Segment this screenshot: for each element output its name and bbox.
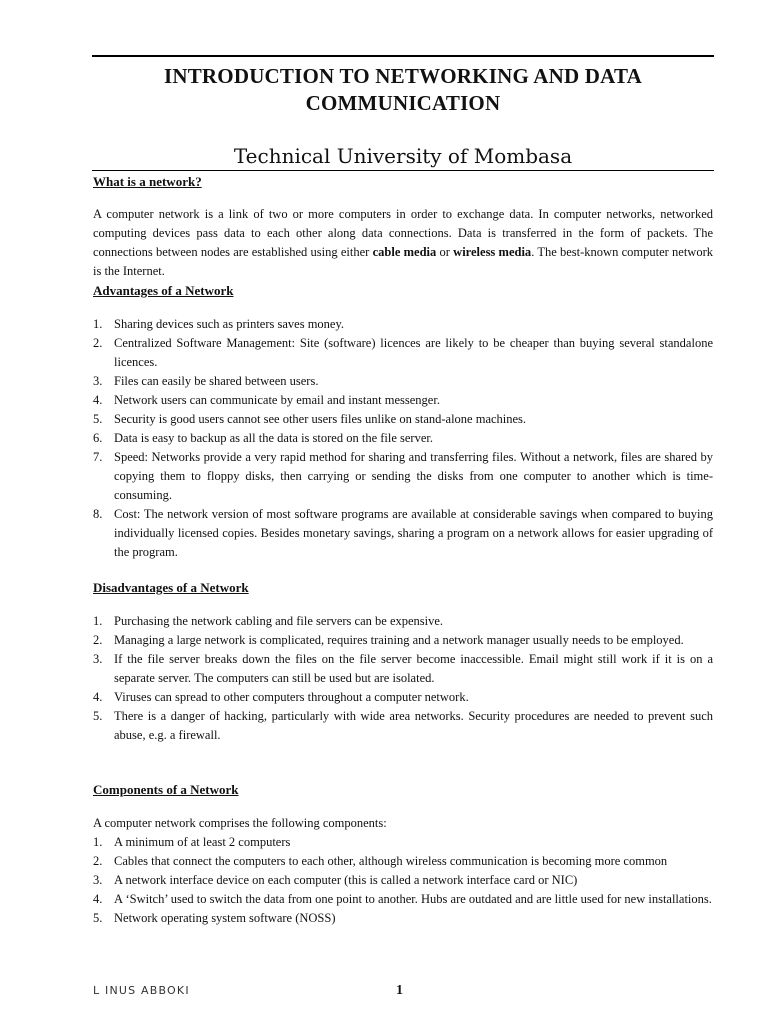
list-item: 2. Cables that connect the computers to each other, although wireless communication is becoming more common [93,854,668,868]
footer-author: L INUS ABBOKI [93,984,190,997]
components-list [93,833,713,928]
list-item: 3. If the file server breaks down the files on the file server become inaccessible. Email might still work if it is on a separate server. The computers can still be used but are isolated. [93,652,713,685]
document-title: INTRODUCTION TO NETWORKING AND DATA COMMUNICATION [163,64,642,115]
disadvantages-list [93,612,713,745]
heading-disadvantages: Disadvantages of a Network [93,580,249,595]
network-definition-paragraph [93,205,713,281]
institution-name: Technical University of Mombasa [233,144,573,168]
heading-what-is-network: What is a network? [93,174,202,189]
list-item: 5. Security is good users cannot see other users files unlike on stand-alone machines. [93,412,527,426]
list-item: 1. Purchasing the network cabling and file servers can be expensive. [93,614,444,628]
list-item: 4. Network users can communicate by email and instant messenger. [93,393,440,407]
list-item: 6. Data is easy to backup as all the data is stored on the file server. [93,431,433,445]
components-intro: A computer network comprises the following components: [93,816,387,830]
list-item: 4. Viruses can spread to other computers throughout a computer network. [93,690,469,704]
list-item: 5. There is a danger of hacking, particularly with wide area networks. Security procedures are needed to prevent such abuse, e.g. a firewall. [93,709,713,742]
title-divider [92,170,714,171]
heading-advantages: Advantages of a Network [93,283,234,298]
definition-bold-cable: cable media [372,245,437,259]
list-item: 1. A minimum of at least 2 computers [93,835,291,849]
definition-bold-wireless: wireless media [453,245,532,259]
list-item: 2. Centralized Software Management: Site (software) licences are likely to be cheaper than buying several standalone licences. [93,336,713,369]
heading-components: Components of a Network [93,782,239,797]
top-rule [92,55,714,57]
list-item: 3. A network interface device on each computer (this is called a network interface card or NIC) [93,873,578,887]
list-item: 4. A ‘Switch’ used to switch the data from one point to another. Hubs are outdated and are little used for new installations. [93,892,712,906]
advantages-list [93,315,713,562]
page-number: 1 [396,983,403,998]
definition-text-2: or [436,245,454,259]
list-item: 7. Speed: Networks provide a very rapid method for sharing and transferring files. Without a network, files are shared by copying them to floppy disks, then carrying or sending the disks from one computer to another which is time-consuming. [93,450,713,502]
definition-text-1: A computer network is a link of two or more computers in order to exchange data. In computer networks, networked computing devices pass data to each other along data connections. Data is transferred in the form of packets. The connections between nodes are established using either [93,207,713,259]
definition-text-3: . The best-known computer network is the Internet. [93,245,713,278]
list-item: 8. Cost: The network version of most software programs are available at considerable savings when compared to buying individually licensed copies. Besides monetary savings, sharing a program on a network allows for easier upgrading of the program. [93,507,713,559]
list-item: 1. Sharing devices such as printers saves money. [93,317,345,331]
list-item: 2. Managing a large network is complicated, requires training and a network manager usually needs to be employed. [93,633,684,647]
list-item: 5. Network operating system software (NOSS) [93,911,336,925]
list-item: 3. Files can easily be shared between users. [93,374,319,388]
